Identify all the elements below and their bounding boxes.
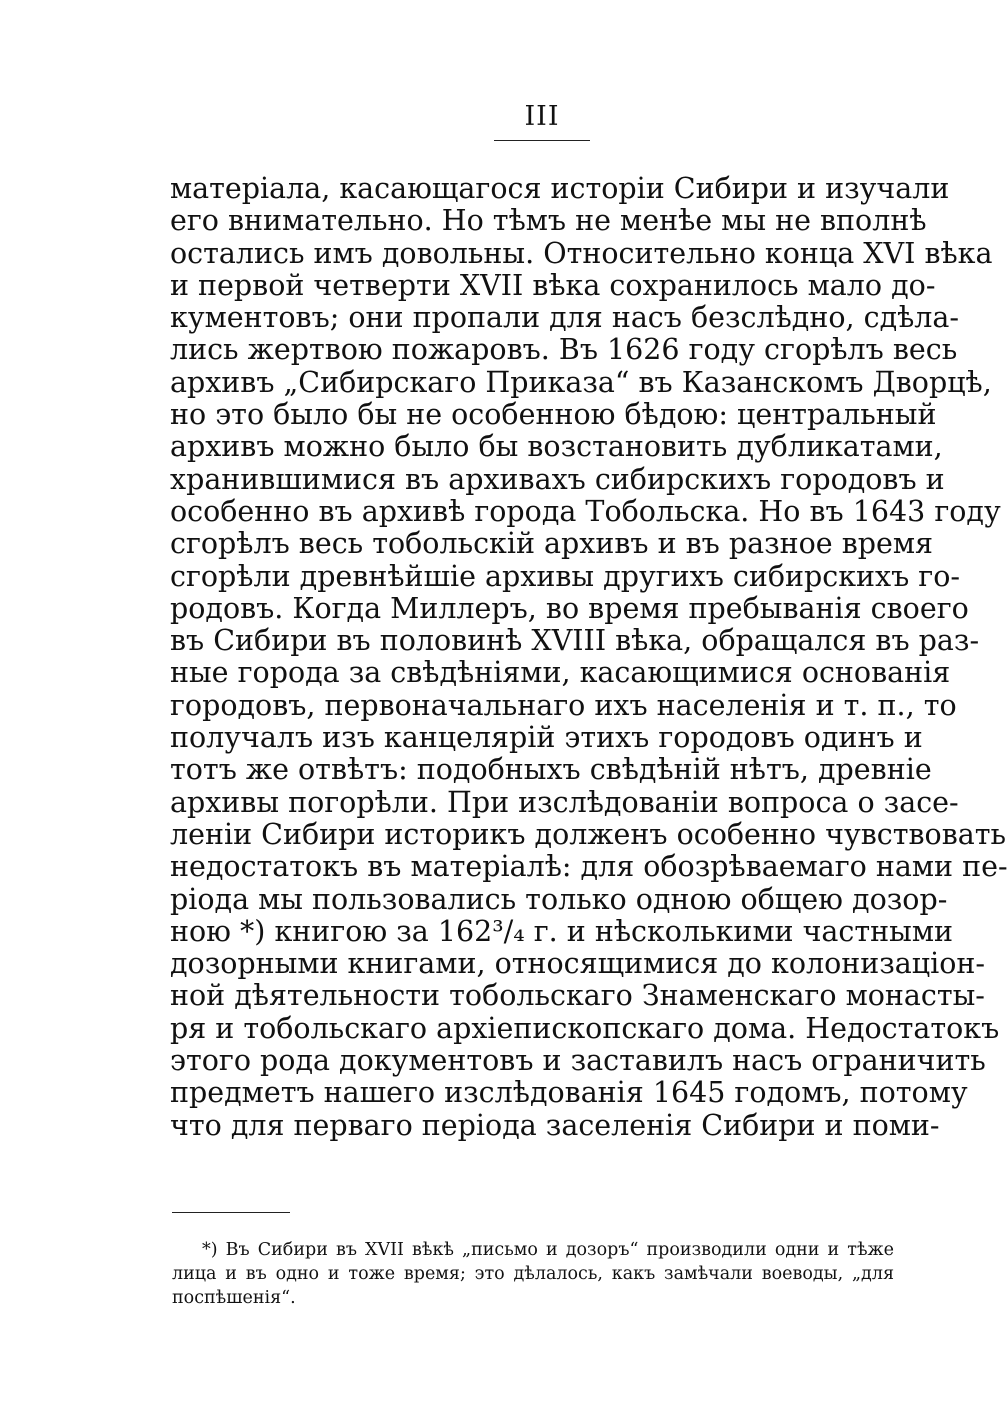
text-line: архивъ „Сибирскаго Приказа“ въ Казанскомъ Дворцѣ,: [170, 365, 992, 399]
text-line: что для перваго періода заселенія Сибири и поми-: [170, 1108, 940, 1142]
text-line: остались имъ довольны. Относительно конца XVI вѣка: [170, 236, 993, 270]
text-line: архивъ можно было бы возстановить дубликатами,: [170, 430, 943, 464]
text-line: этого рода документовъ и заставилъ насъ ограничить: [170, 1044, 986, 1078]
text-line: хранившимися въ архивахъ сибирскихъ городовъ и: [170, 462, 945, 496]
text-line: ря и тобольскаго архіепископскаго дома. Недостатокъ: [170, 1011, 1000, 1045]
footnote-line: лица и въ одно и тоже время; это дѣлалось, какъ замѣчали воеводы, „для: [172, 1264, 894, 1284]
text-line: сгорѣли древнѣйшіе архивы другихъ сибирскихъ го-: [170, 559, 961, 593]
text-line: ные города за свѣдѣніями, касающимися основанія: [170, 656, 951, 690]
text-line: городовъ, первоначальнаго ихъ населенія и т. п., то: [170, 688, 957, 722]
text-line: архивы погорѣли. При изслѣдованіи вопроса о засе-: [170, 785, 959, 819]
text-line: матеріала, касающагося исторіи Сибири и изучали: [170, 172, 950, 205]
text-line: ною *) книгою за 162³/₄ г. и нѣсколькими частными: [170, 914, 953, 948]
text-line: дозорными книгами, относящимися до колонизаціон-: [170, 947, 985, 981]
text-line: кументовъ; они пропали для насъ безслѣдно, сдѣла-: [170, 301, 960, 335]
text-line: получалъ изъ канцелярій этихъ городовъ одинъ и: [170, 721, 923, 755]
text-line: особенно въ архивѣ города Тобольска. Но въ 1643 году: [170, 494, 1001, 528]
text-line: сгорѣлъ весь тобольскій архивъ и въ разное время: [170, 527, 934, 561]
text-line: тотъ же отвѣтъ: подобныхъ свѣдѣній нѣтъ, древніе: [170, 753, 932, 787]
page-number: III: [524, 101, 560, 132]
header-rule: [494, 140, 590, 141]
text-line: ріода мы пользовались только одною общею дозор-: [170, 882, 948, 916]
footnote-rule: [172, 1212, 290, 1213]
text-line: и первой четверти XVII вѣка сохранилось мало до-: [170, 268, 936, 302]
body-text: [170, 172, 1008, 1142]
text-line: родовъ. Когда Миллеръ, во время пребыванія своего: [170, 591, 969, 625]
text-line: лись жертвою пожаровъ. Въ 1626 году сгорѣлъ весь: [170, 333, 958, 367]
footnote: [172, 1238, 894, 1310]
text-line: въ Сибири въ половинѣ XVIII вѣка, обращался въ раз-: [170, 624, 980, 658]
text-line: его внимательно. Но тѣмъ не менѣе мы не вполнѣ: [170, 204, 927, 238]
footnote-line: *) Въ Сибири въ XVII вѣкѣ „письмо и дозоръ“ производили одни и тѣже: [202, 1240, 894, 1260]
text-line: леніи Сибири историкъ долженъ особенно чувствовать: [170, 817, 1007, 851]
footnote-line: поспѣшенія“.: [172, 1288, 296, 1308]
text-line: предметъ нашего изслѣдованія 1645 годомъ, потому: [170, 1076, 968, 1110]
text-line: недостатокъ въ матеріалѣ: для обозрѣваемаго нами пе-: [170, 850, 1008, 884]
text-line: но это было бы не особенною бѣдою: центральный: [170, 398, 937, 432]
text-line: ной дѣятельности тобольскаго Знаменскаго монасты-: [170, 979, 985, 1013]
